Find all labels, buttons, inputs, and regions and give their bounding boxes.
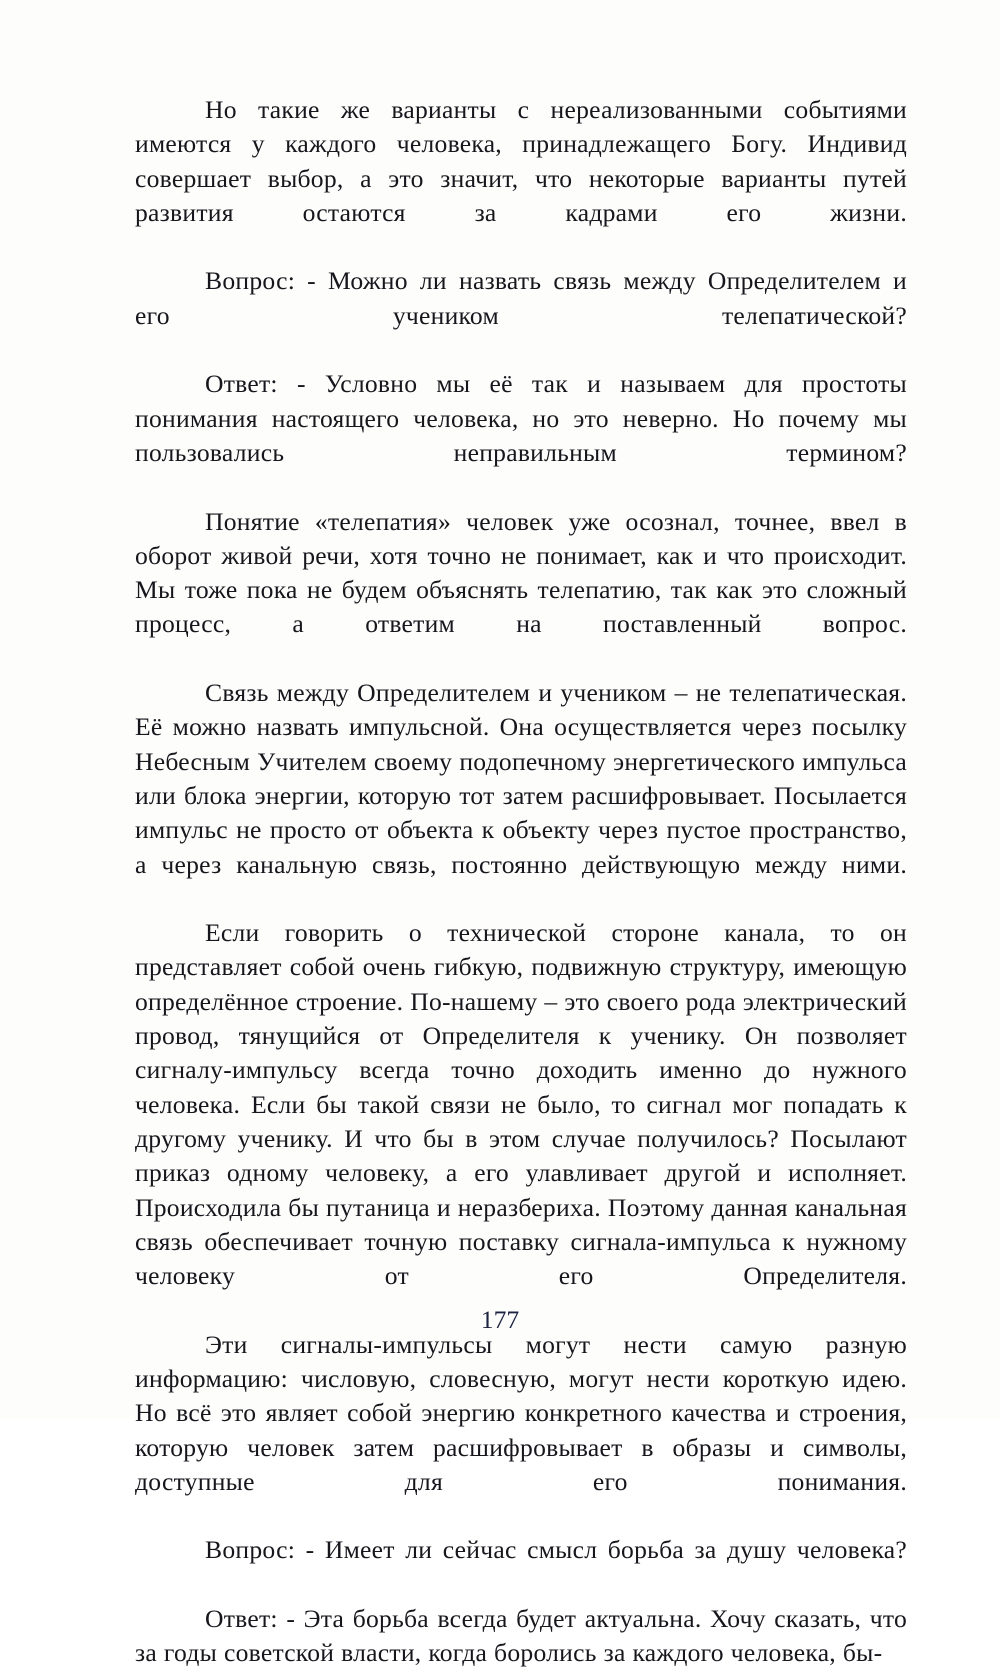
paragraph-question-soul-struggle: Вопрос: - Имеет ли сейчас смысл борьба за душу человека? — [205, 1535, 907, 1565]
page-number: 177 — [480, 1305, 520, 1334]
paragraph-question-telepathic-link: Вопрос: - Можно ли назвать связь между Определителем и его учеником телепатической? — [135, 266, 907, 330]
paragraph-impulse-link: Связь между Определителем и учеником – не телепатическая. Её можно назвать импульсной. Она осуществляется через посылку Небесным Учителем своему подопечному энергетического импульса или блока энергии, которую тот затем расшифровывает. Посылается импульс не просто от объекта к объекту через пустое пространство, а через канальную связь, постоянно действующую между ними. — [135, 678, 907, 879]
paragraph-signal-impulses-information: Эти сигналы-импульсы могут нести самую разную информацию: числовую, словесную, могут нести короткую идею. Но всё это являет собой энергию конкретного качества и строения, которую человек затем расшифровывает в образы и символы, доступные для его понимания. — [135, 1329, 907, 1496]
paragraph-answer-soul-struggle: Ответ: - Эта борьба всегда будет актуальна. Хочу сказать, что за годы советской власти, когда боролись за каждого человека, бы- — [135, 1604, 907, 1668]
paragraph-answer-conditional-term: Ответ: - Условно мы её так и называем для простоты понимания настоящего человека, но это неверно. Но почему мы пользовались неправильным термином? — [135, 369, 907, 467]
paragraph-telepathy-concept: Понятие «телепатия» человек уже осознал, точнее, ввел в оборот живой речи, хотя точно не понимает, как и что происходит. Мы тоже пока не будем объяснять телепатию, так как это сложный процесс, а ответим на поставленный вопрос. — [135, 506, 907, 639]
page-text-column — [135, 93, 907, 1671]
paragraph-1: Но такие же варианты с нереализованными событиями имеются у каждого человека, принадлежащего Богу. Индивид совершает выбор, а это значит, что некоторые варианты путей развития остаются за кадрами его жизни. — [135, 95, 907, 227]
paragraph-channel-technical-side: Если говорить о технической стороне канала, то он представляет собой очень гибкую, подвижную структуру, имеющую определённое строение. По-нашему – это своего рода электрический провод, тянущийся от Определителя к ученику. Он позволяет сигналу-импульсу всегда точно доходить именно до нужного человека. Если бы такой связи не было, то сигнал мог попадать к другому ученику. И что бы в этом случае получилось? Посылают приказ одному человеку, а его улавливает другой и исполняет. Происходила бы путаница и неразбериха. Поэтому данная канальная связь обеспечивает точную поставку сигнала-импульса к нужному человеку от его Определителя. — [135, 918, 907, 1291]
